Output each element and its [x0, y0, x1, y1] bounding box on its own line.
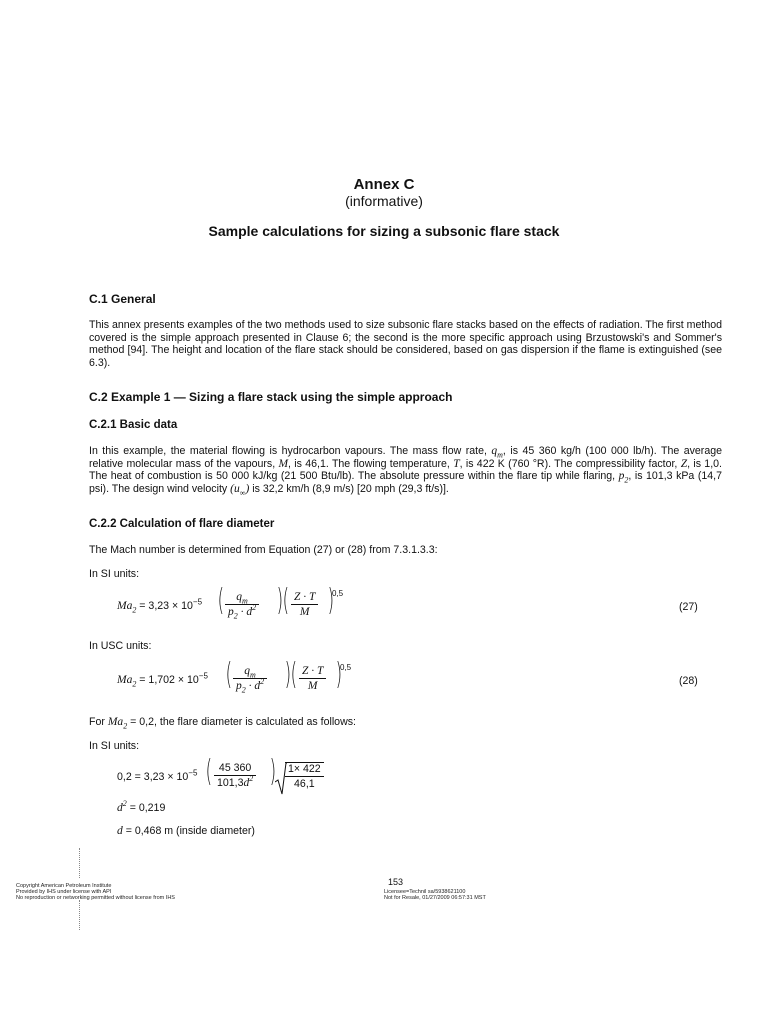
section-c2-heading: C.2 Example 1 — Sizing a flare stack using the simple approach [89, 390, 453, 404]
si-units-label: In SI units: [89, 568, 140, 580]
d-result: d = 0,468 m (inside diameter) [117, 825, 255, 837]
symbol-u-inf: $(u_\infty)$ [230, 482, 250, 498]
footer-license: Licensee=Technil sa/5938621100 Not for Resale, 01/27/2009 06:57:31 MST [384, 889, 486, 901]
footer-copyright: Copyright American Petroleum Institute Provided by IHS under license with API No reproduction or networking permitted without license from IHS [16, 883, 175, 901]
section-c22-heading: C.2.2 Calculation of flare diameter [89, 518, 275, 530]
symbol-Z: Z [680, 457, 688, 470]
symbol-T: T [453, 457, 460, 470]
symbol-p2: $p_2$ [618, 470, 629, 485]
for-ma-text: For $Ma_2 = 0,2$, the flare diameter is calculated as follows: [89, 716, 356, 731]
equation-28-number: (28) [679, 675, 698, 687]
equation-27-number: (27) [679, 601, 698, 613]
d-squared-result: $d^2 = 0,219$ [117, 799, 166, 814]
page-number: 153 [388, 877, 404, 887]
section-c1-paragraph: This annex presents examples of the two methods used to size subsonic flare stacks based on the effects of radiation. The first method covered is the simple approach presented in Clause 6; the second is the more specific approach using Brzustowski's and Sommer's method [94]. The height and location of the flare stack should be considered, based on gas dispersion if the flame is extinguished (see 6.3). [89, 319, 722, 369]
equation-28: $Ma_2 = 1,702 \times 10^{-5}$ ( $\frac{q_m}{p_2 \cdot d^2}$ ) ( $\frac{Z \cdot T}{M}$ ) 0,5 [117, 657, 352, 695]
annex-label: Annex C [353, 176, 415, 193]
section-c1-heading: C.1 General [89, 292, 156, 306]
diameter-calculation: $0,2 = 3,23 \times 10^{-5}$ ( $\frac{45 360}{101,3d^2}$ ) $\frac{1\times 422}{46,1}$ [117, 762, 347, 802]
section-c21-heading: C.2.1 Basic data [89, 419, 178, 431]
si-units-label-2: In SI units: [89, 740, 140, 752]
annex-title: Sample calculations for sizing a subsonic flare stack [208, 223, 560, 239]
usc-units-label: In USC units: [89, 640, 152, 652]
footer-dotted-line-top [79, 848, 81, 878]
section-c21-paragraph: In this example, the material flowing is hydrocarbon vapours. The mass flow rate, $q_m$, is 45 360 kg/h (100 000 lb/h). The average relative molecular mass of the vapours, M, is 46,1. The flowing temperature, T, is 422 K (760 °R). The compressibility factor, Z, is 1,0. The heat of combustion is 50 000 kJ/kg (21 500 Btu/lb). The absolute pressure within the flare tip while flaring, $p_2$, is 101,3 kPa (14,7 psi). The design wind velocity $(u_\infty)$ is 32,2 km/h (8,9 m/s) [20 mph (29,3 ft/s)]. [89, 445, 723, 498]
footer-dotted-line-bottom [79, 900, 81, 930]
equation-27: $Ma_2 = 3,23 \times 10^{-5}$ ( $\frac{q_m}{p_2 \cdot d^2}$ ) ( $\frac{Z \cdot T}{M}$ ) 0,5 [117, 583, 344, 621]
mach-intro-text: The Mach number is determined from Equation (27) or (28) from 7.3.1.3.3: [89, 544, 438, 556]
symbol-M: M [278, 457, 289, 470]
symbol-qm: $q_m$ [491, 445, 503, 460]
annex-type: (informative) [345, 193, 423, 209]
